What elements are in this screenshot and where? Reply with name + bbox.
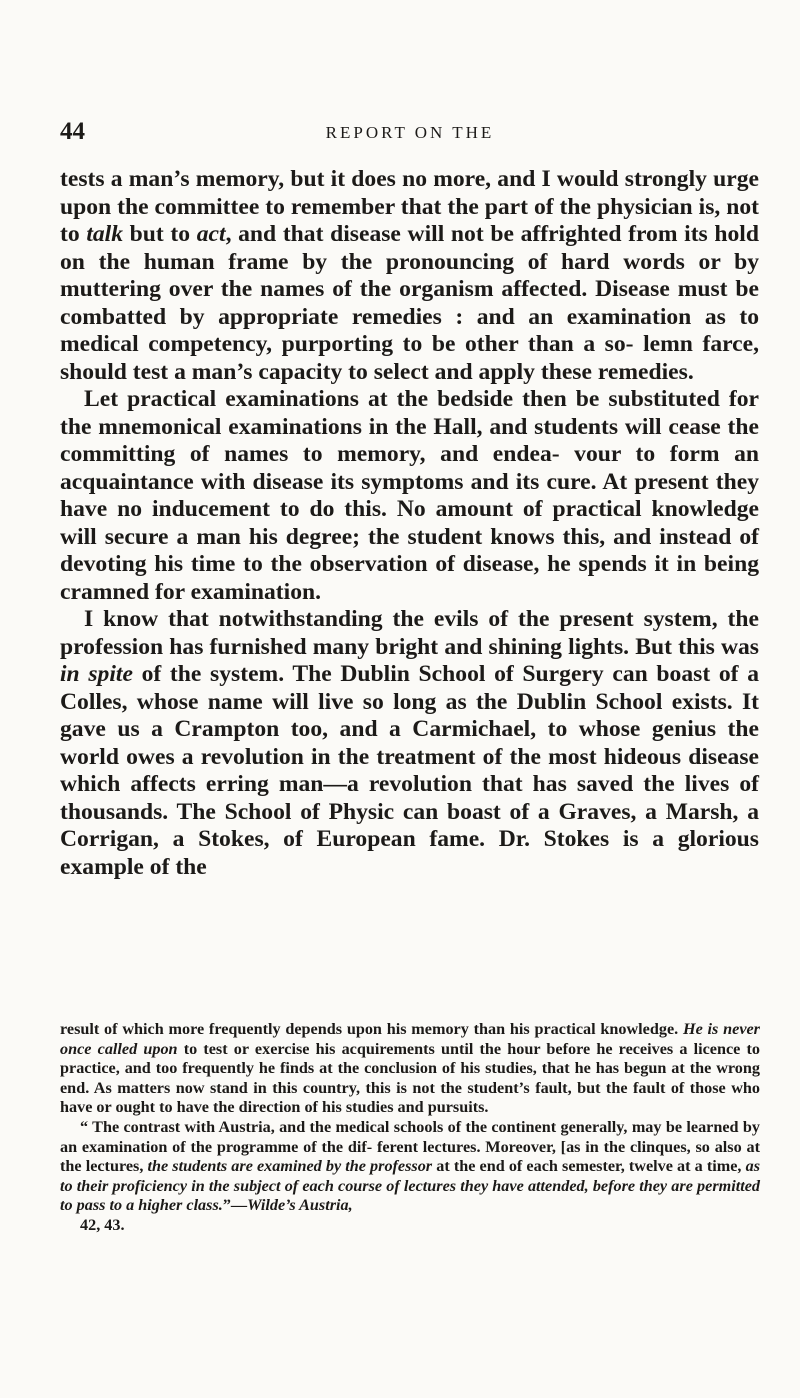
running-head: REPORT ON THE: [325, 123, 495, 142]
emphasis-in-spite: in spite: [60, 661, 133, 687]
paragraph-3: I know that notwithstanding the evils of the present system, the profession has furnished many bright and shining lights. But this was in spite of the system. The Dublin School of Surgery can boast of a Colles, whose name will live so long as the Dublin School exists. It gave us a Crampton too, and a Carmichael, to whose genius the world owes a revolution in the treatment of the most hideous disease which affects erring man—a revolution that has saved the lives of thousands. The School of Physic can boast of a Graves, a Marsh, a Corrigan, a Stokes, of European fame. Dr. Stokes is a glorious example of the: [60, 606, 759, 880]
footnote-emphasis: He is never once called upon: [60, 1020, 760, 1058]
page-number: 44: [60, 118, 85, 145]
paragraph-2: Let practical examinations at the bedside then be substituted for the mnemonical examinations in the Hall, and students will cease the committing of names to memory, and endea- vour to form an acquaintance with disease its symptoms and its cure. At present they have no inducement to do this. No amount of practical knowledge will secure a man his degree; the student knows this, and instead of devoting his time to the observation of disease, he spends it in being cramned for examination.: [60, 386, 759, 605]
body-text: [60, 166, 759, 881]
footnote-source: Wilde’s Austria,: [247, 1196, 353, 1215]
footnote-paragraph-1: result of which more frequently depends upon his memory than his practical knowledge. He is never once called upon to test or exercise his acquirements until the hour before he receives a licence to practice, and too frequently he finds at the conclusion of his studies, that he has begun at the wrong end. As matters now stand in this country, this is not the student’s fault, but the fault of those who have or ought to have the direction of his studies and pursuits.: [60, 1020, 760, 1117]
footnote-emphasis-proficiency: as to their proficiency in the subject of each course of lectures they have attended, before they are permitted to pass to a higher class.: [60, 1157, 760, 1215]
footnote: [60, 1020, 760, 1236]
emphasis-act: act: [196, 221, 226, 247]
page-header: [60, 118, 760, 148]
emphasis-talk: talk: [86, 221, 124, 247]
footnote-emphasis-students: the students are examined by the professor: [147, 1157, 433, 1176]
paragraph-1: tests a man’s memory, but it does no more, and I would strongly urge upon the committee to remember that the part of the physician is, not to talk but to act, and that disease will not be affrighted from its hold on the human frame by the pronouncing of hard words or by muttering over the names of the organism affected. Disease must be combatted by appropriate remedies : and an examination as to medical competency, purporting to be other than a so- lemn farce, should test a man’s capacity to select and apply these remedies.: [60, 166, 759, 385]
footnote-paragraph-2: “ The contrast with Austria, and the medical schools of the continent generally, may be learned by an examination of the programme of the dif- ferent lectures. Moreover, [as in the clinques, so also at the lectures, the students are examined by the professor at the end of each semester, twelve at a time, as to their proficiency in the subject of each course of lectures they have attended, before they are permitted to pass to a higher class.”—Wilde’s Austria, 42, 43.: [60, 1117, 760, 1234]
footnote-pages: 42, 43.: [80, 1215, 125, 1234]
